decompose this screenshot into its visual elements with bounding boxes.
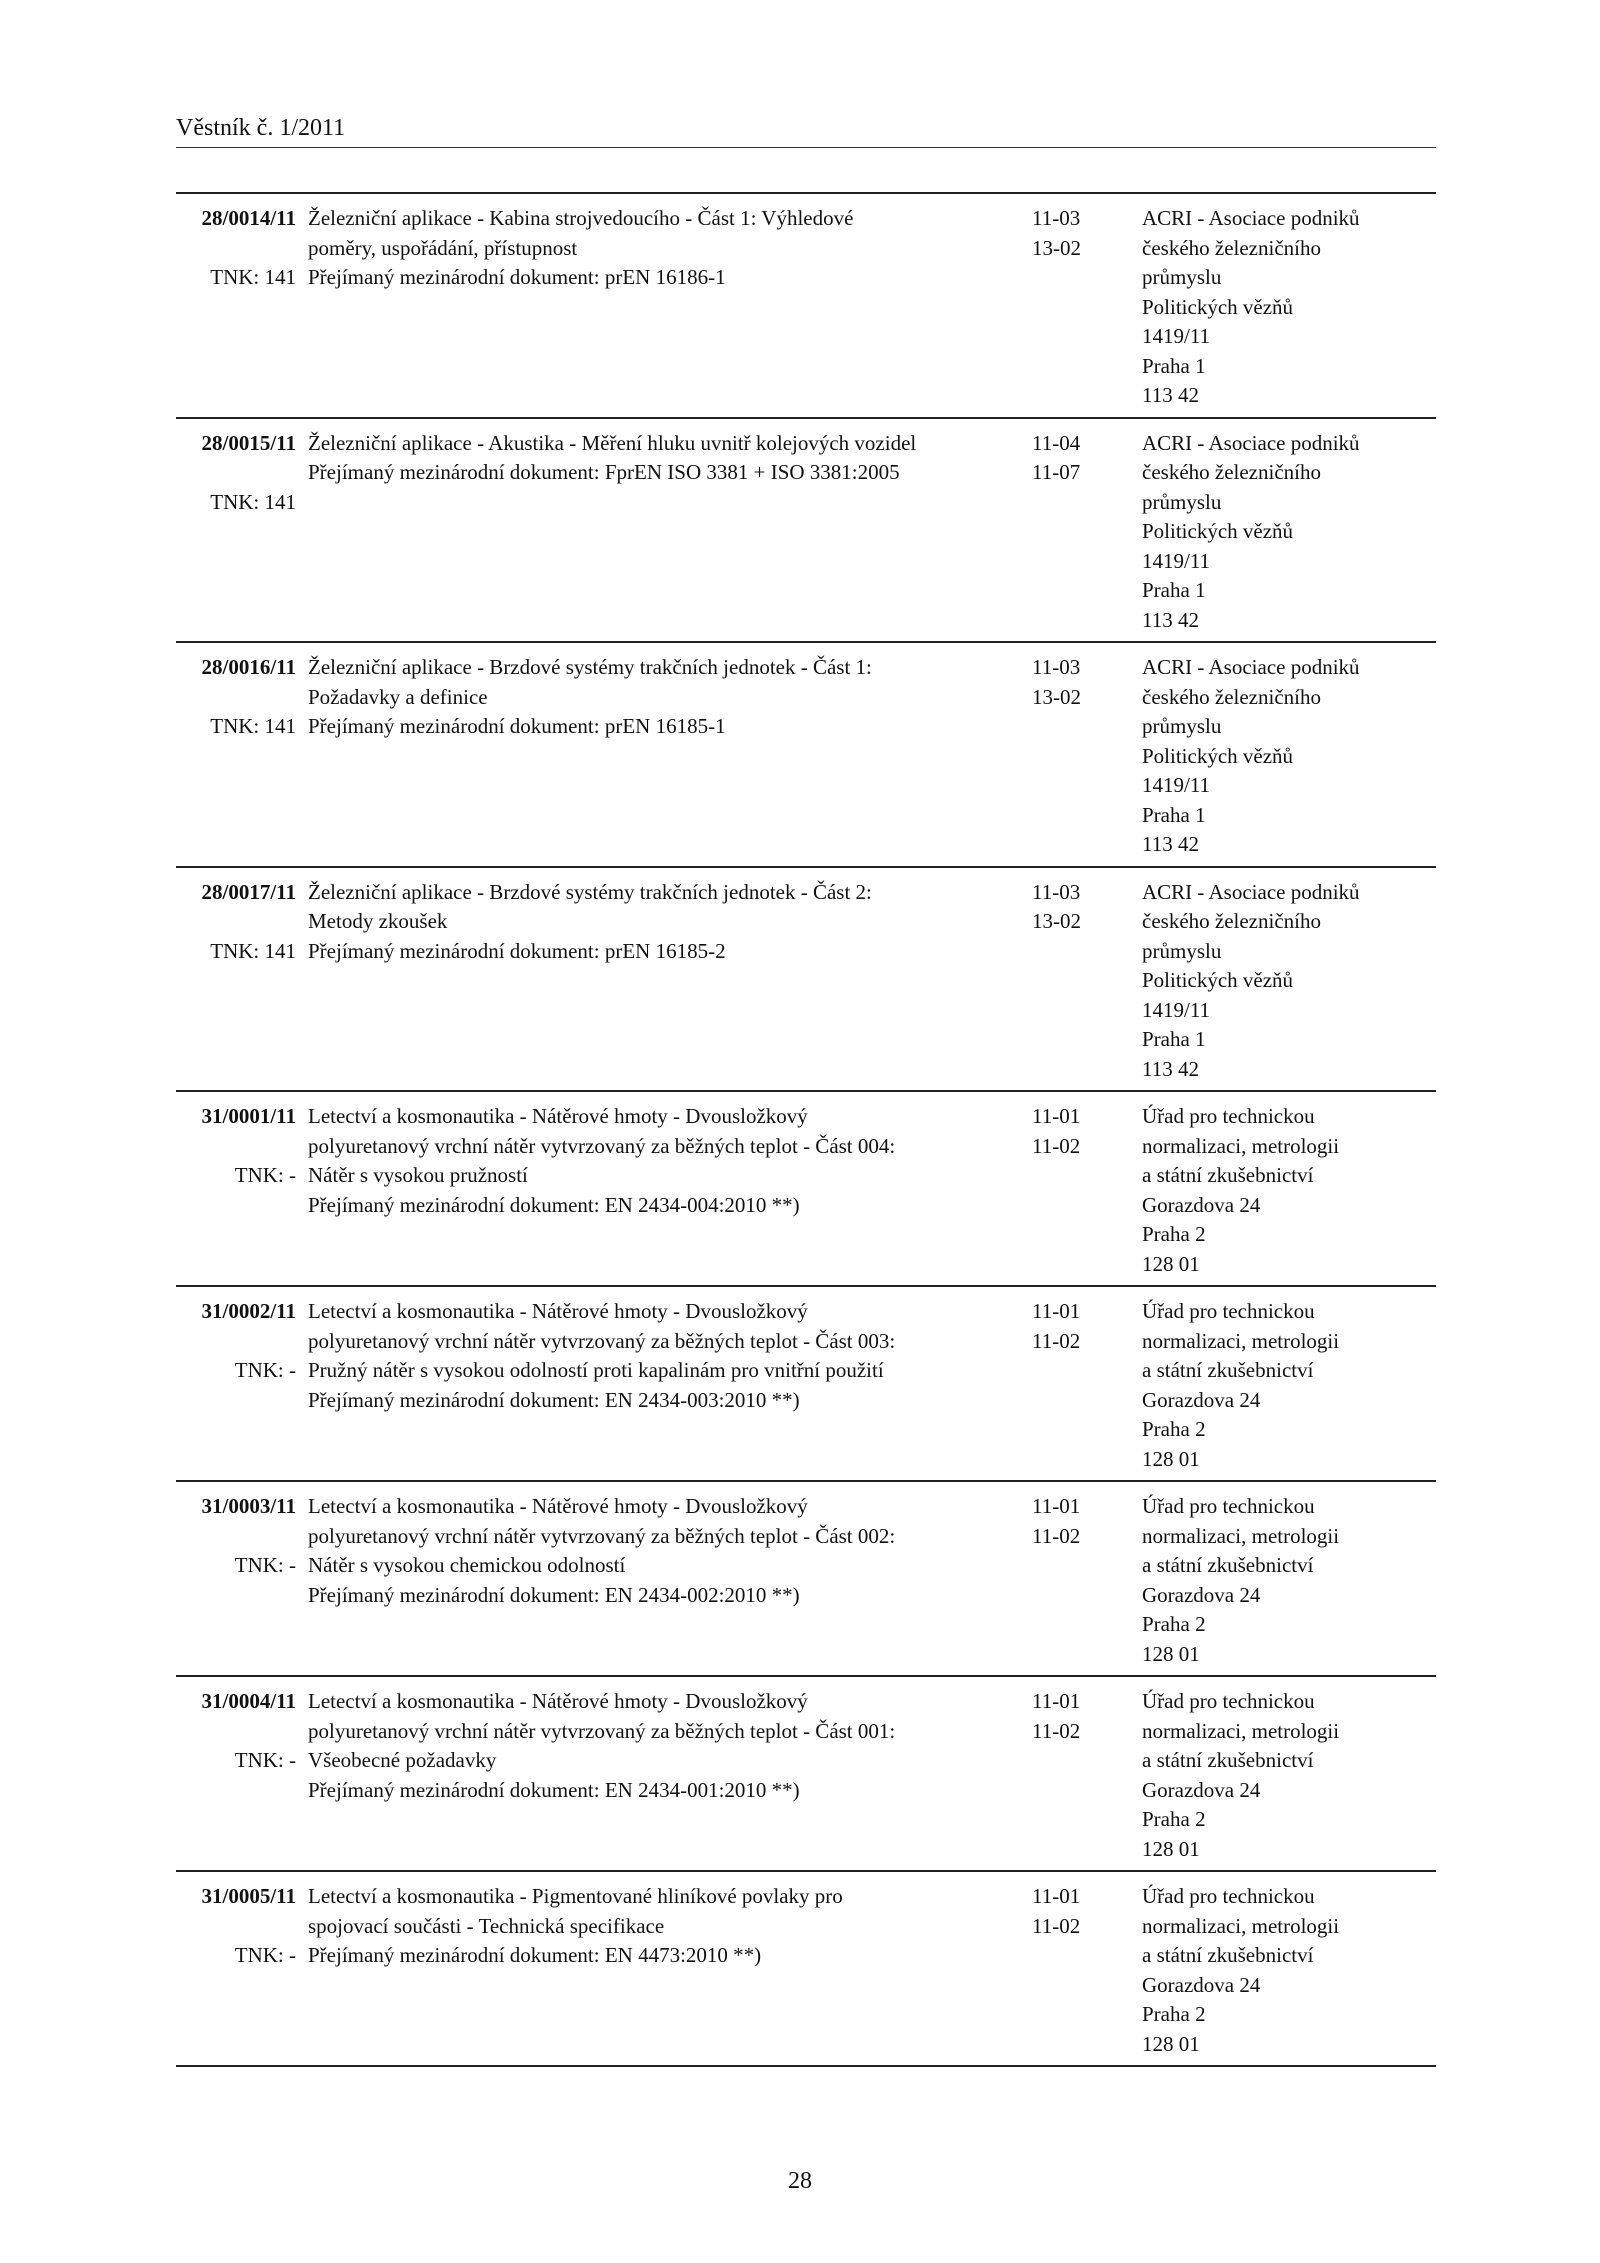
record-organization-line: Gorazdova 24 (1142, 1192, 1261, 1217)
record-title-line: Metody zkoušek (308, 909, 448, 933)
record-row (176, 1677, 1436, 1872)
record-tnk: TNK: - (234, 1163, 296, 1187)
record-organization-line: Praha 1 (1142, 1027, 1206, 1051)
record-title-line: Přejímaný mezinárodní dokument: EN 2434-002:2010 **) (308, 1582, 800, 1607)
record-tnk: TNK: 141 (210, 938, 296, 963)
record-organization-line: Úřad pro technickou (1142, 1884, 1315, 1908)
record-number-cell (176, 868, 304, 1091)
record-codes (1032, 1092, 1142, 1285)
record-organization-line: 113 42 (1142, 1056, 1199, 1081)
record-organization-line: Praha 2 (1142, 1807, 1206, 1831)
record-organization-line: Praha 1 (1142, 353, 1206, 378)
record-tnk: TNK: - (234, 1553, 296, 1577)
record-title-line: Letectví a kosmonautika - Nátěrové hmoty - Dvousložkový (308, 1494, 808, 1518)
record-title (304, 1092, 1032, 1285)
record-number: 31/0002/11 (201, 1299, 296, 1323)
record-title-line: Železniční aplikace - Akustika - Měření hluku uvnitř kolejových vozidel (308, 430, 917, 455)
record-organization-line: Politických vězňů (1142, 294, 1294, 319)
record-code: 11-03 (1032, 655, 1081, 679)
record-organization-line: Gorazdova 24 (1142, 1582, 1261, 1607)
record-organization-line: a státní zkušebnictví (1142, 1358, 1314, 1382)
record-organization-line: Úřad pro technickou (1142, 1689, 1315, 1713)
page-number: 28 (788, 2168, 812, 2194)
record-organization-line: Úřad pro technickou (1142, 1494, 1315, 1518)
record-title (304, 194, 1032, 417)
record-organization-line: a státní zkušebnictví (1142, 1163, 1314, 1187)
record-title (304, 1482, 1032, 1675)
record-code: 11-01 (1032, 1104, 1081, 1128)
record-organization-line: 128 01 (1142, 1836, 1200, 1861)
record-title-line: Letectví a kosmonautika - Nátěrové hmoty - Dvousložkový (308, 1299, 808, 1323)
record-title-line: spojovací součásti - Technická specifikace (308, 1913, 665, 1938)
record-code: 13-02 (1032, 909, 1081, 933)
record-code: 11-02 (1032, 1133, 1081, 1158)
record-organization-line: ACRI - Asociace podniků (1142, 430, 1360, 455)
record-title-line: Letectví a kosmonautika - Pigmentované hliníkové povlaky pro (308, 1884, 843, 1908)
record-code: 11-07 (1032, 460, 1081, 484)
record-title-line: Nátěr s vysokou chemickou odolností (308, 1553, 626, 1577)
record-title-line: Přejímaný mezinárodní dokument: EN 2434-003:2010 **) (308, 1387, 800, 1412)
record-code: 11-01 (1032, 1884, 1081, 1908)
record-title-line: polyuretanový vrchní nátěr vytvrzovaný za běžných teplot - Část 004: (308, 1133, 896, 1158)
record-organization (1142, 1092, 1436, 1285)
record-row (176, 643, 1436, 868)
record-number-cell (176, 643, 304, 866)
record-title (304, 1872, 1032, 2065)
record-number: 28/0014/11 (201, 206, 296, 230)
record-number-cell (176, 419, 304, 642)
record-organization-line: českého železničního (1142, 684, 1321, 709)
record-organization-line: Gorazdova 24 (1142, 1387, 1261, 1412)
record-organization-line: Praha 1 (1142, 802, 1206, 827)
record-code: 11-01 (1032, 1494, 1081, 1518)
record-organization-line: Praha 2 (1142, 1222, 1206, 1246)
record-code: 11-04 (1032, 430, 1081, 455)
record-organization-line: Praha 2 (1142, 1612, 1206, 1636)
record-organization (1142, 194, 1436, 417)
record-codes (1032, 1482, 1142, 1675)
record-tnk: TNK: - (234, 1748, 296, 1772)
record-code: 13-02 (1032, 684, 1081, 709)
record-organization (1142, 868, 1436, 1091)
record-number: 31/0001/11 (201, 1104, 296, 1128)
record-row (176, 1092, 1436, 1287)
record-organization-line: Úřad pro technickou (1142, 1299, 1315, 1323)
record-number: 31/0005/11 (201, 1884, 296, 1908)
record-code: 11-03 (1032, 879, 1081, 904)
record-title-line: poměry, uspořádání, přístupnost (308, 235, 578, 260)
record-organization (1142, 419, 1436, 642)
record-organization-line: a státní zkušebnictví (1142, 1748, 1314, 1772)
record-title-line: polyuretanový vrchní nátěr vytvrzovaný za běžných teplot - Část 003: (308, 1328, 896, 1353)
record-number: 31/0003/11 (201, 1494, 296, 1518)
record-organization-line: 113 42 (1142, 383, 1199, 407)
record-organization-line: Politických vězňů (1142, 968, 1294, 992)
record-organization (1142, 1482, 1436, 1675)
record-row (176, 419, 1436, 644)
record-organization-line: českého železničního (1142, 235, 1321, 260)
record-title-line: polyuretanový vrchní nátěr vytvrzovaný za běžných teplot - Část 002: (308, 1523, 896, 1548)
record-organization-line: 1419/11 (1142, 997, 1211, 1022)
record-code: 11-02 (1032, 1913, 1081, 1938)
record-organization-line: Politických vězňů (1142, 519, 1294, 543)
record-title-line: Přejímaný mezinárodní dokument: EN 2434-001:2010 **) (308, 1777, 800, 1802)
record-row (176, 194, 1436, 419)
record-title-line: Přejímaný mezinárodní dokument: prEN 16186-1 (308, 265, 726, 289)
record-organization-line: 1419/11 (1142, 324, 1211, 348)
record-organization-line: českého železničního (1142, 909, 1321, 933)
record-organization-line: Gorazdova 24 (1142, 1777, 1261, 1802)
record-number: 28/0016/11 (201, 655, 296, 679)
record-organization-line: 128 01 (1142, 1446, 1200, 1471)
record-title-line: Přejímaný mezinárodní dokument: FprEN ISO 3381 + ISO 3381:2005 (308, 460, 900, 484)
record-row (176, 868, 1436, 1093)
record-organization-line: Politických vězňů (1142, 743, 1294, 768)
record-title (304, 643, 1032, 866)
page-header (176, 115, 1436, 148)
record-organization-line: normalizaci, metrologii (1142, 1133, 1340, 1158)
record-organization-line: 1419/11 (1142, 548, 1211, 573)
record-organization-line: ACRI - Asociace podniků (1142, 206, 1360, 230)
record-organization (1142, 1872, 1436, 2065)
record-codes (1032, 1287, 1142, 1480)
record-organization-line: a státní zkušebnictví (1142, 1553, 1314, 1577)
record-code: 13-02 (1032, 235, 1081, 260)
record-organization-line: 128 01 (1142, 1641, 1200, 1666)
record-codes (1032, 1677, 1142, 1870)
record-tnk: TNK: 141 (210, 714, 296, 738)
records-table (176, 192, 1436, 2067)
record-organization-line: průmyslu (1142, 714, 1222, 738)
record-row (176, 1482, 1436, 1677)
record-title-line: Letectví a kosmonautika - Nátěrové hmoty - Dvousložkový (308, 1104, 808, 1128)
record-title-line: Všeobecné požadavky (308, 1748, 497, 1772)
record-title (304, 1677, 1032, 1870)
record-organization-line: průmyslu (1142, 489, 1222, 514)
record-row (176, 1287, 1436, 1482)
record-organization (1142, 643, 1436, 866)
record-organization-line: 113 42 (1142, 607, 1199, 632)
record-code: 11-01 (1032, 1299, 1081, 1323)
record-title-line: Pružný nátěr s vysokou odolností proti kapalinám pro vnitřní použití (308, 1358, 884, 1382)
record-organization-line: Praha 2 (1142, 1417, 1206, 1441)
journal-title: Věstník č. 1/2011 (176, 115, 346, 141)
record-title (304, 419, 1032, 642)
record-organization-line: normalizaci, metrologii (1142, 1718, 1340, 1743)
record-organization-line: 113 42 (1142, 832, 1199, 856)
record-tnk: TNK: - (234, 1358, 296, 1382)
record-organization-line: Gorazdova 24 (1142, 1972, 1261, 1997)
record-organization-line: 1419/11 (1142, 773, 1211, 797)
record-organization-line: průmyslu (1142, 265, 1222, 289)
record-code: 11-02 (1032, 1718, 1081, 1743)
record-tnk: TNK: 141 (210, 265, 296, 289)
record-organization (1142, 1287, 1436, 1480)
record-codes (1032, 419, 1142, 642)
record-number: 28/0015/11 (201, 430, 296, 455)
record-tnk: TNK: 141 (210, 489, 296, 514)
record-title (304, 868, 1032, 1091)
record-title-line: Přejímaný mezinárodní dokument: EN 2434-004:2010 **) (308, 1192, 800, 1217)
record-organization-line: průmyslu (1142, 938, 1222, 963)
record-organization-line: Úřad pro technickou (1142, 1104, 1315, 1128)
record-organization-line: Praha 1 (1142, 578, 1206, 602)
record-organization-line: a státní zkušebnictví (1142, 1943, 1314, 1967)
record-code: 11-03 (1032, 206, 1081, 230)
record-organization (1142, 1677, 1436, 1870)
record-number-cell (176, 1677, 304, 1870)
record-title-line: Přejímaný mezinárodní dokument: prEN 16185-2 (308, 938, 726, 963)
record-title-line: Přejímaný mezinárodní dokument: EN 4473:2010 **) (308, 1943, 762, 1967)
record-number-cell (176, 194, 304, 417)
record-number: 31/0004/11 (201, 1689, 296, 1713)
record-number-cell (176, 1482, 304, 1675)
record-organization-line: 128 01 (1142, 1251, 1200, 1276)
record-organization-line: českého železničního (1142, 460, 1321, 484)
record-tnk: TNK: - (234, 1943, 296, 1967)
record-title (304, 1287, 1032, 1480)
record-organization-line: normalizaci, metrologii (1142, 1913, 1340, 1938)
record-organization-line: 128 01 (1142, 2031, 1200, 2056)
record-organization-line: normalizaci, metrologii (1142, 1523, 1340, 1548)
record-organization-line: ACRI - Asociace podniků (1142, 655, 1360, 679)
record-title-line: Nátěr s vysokou pružností (308, 1163, 528, 1187)
record-number-cell (176, 1287, 304, 1480)
record-organization-line: normalizaci, metrologii (1142, 1328, 1340, 1353)
record-title-line: Železniční aplikace - Brzdové systémy trakčních jednotek - Část 2: (308, 879, 872, 904)
record-title-line: Přejímaný mezinárodní dokument: prEN 16185-1 (308, 714, 726, 738)
record-title-line: Železniční aplikace - Kabina strojvedoucího - Část 1: Výhledové (308, 206, 854, 230)
record-number-cell (176, 1092, 304, 1285)
record-code: 11-02 (1032, 1523, 1081, 1548)
record-codes (1032, 1872, 1142, 2065)
record-number: 28/0017/11 (201, 879, 296, 904)
record-organization-line: Praha 2 (1142, 2002, 1206, 2026)
record-organization-line: ACRI - Asociace podniků (1142, 879, 1360, 904)
record-title-line: Letectví a kosmonautika - Nátěrové hmoty - Dvousložkový (308, 1689, 808, 1713)
record-title-line: Požadavky a definice (308, 684, 488, 709)
record-row (176, 1872, 1436, 2067)
record-codes (1032, 643, 1142, 866)
record-codes (1032, 194, 1142, 417)
record-number-cell (176, 1872, 304, 2065)
record-title-line: polyuretanový vrchní nátěr vytvrzovaný za běžných teplot - Část 001: (308, 1718, 896, 1743)
record-title-line: Železniční aplikace - Brzdové systémy trakčních jednotek - Část 1: (308, 655, 872, 679)
record-codes (1032, 868, 1142, 1091)
record-code: 11-01 (1032, 1689, 1081, 1713)
record-code: 11-02 (1032, 1328, 1081, 1353)
